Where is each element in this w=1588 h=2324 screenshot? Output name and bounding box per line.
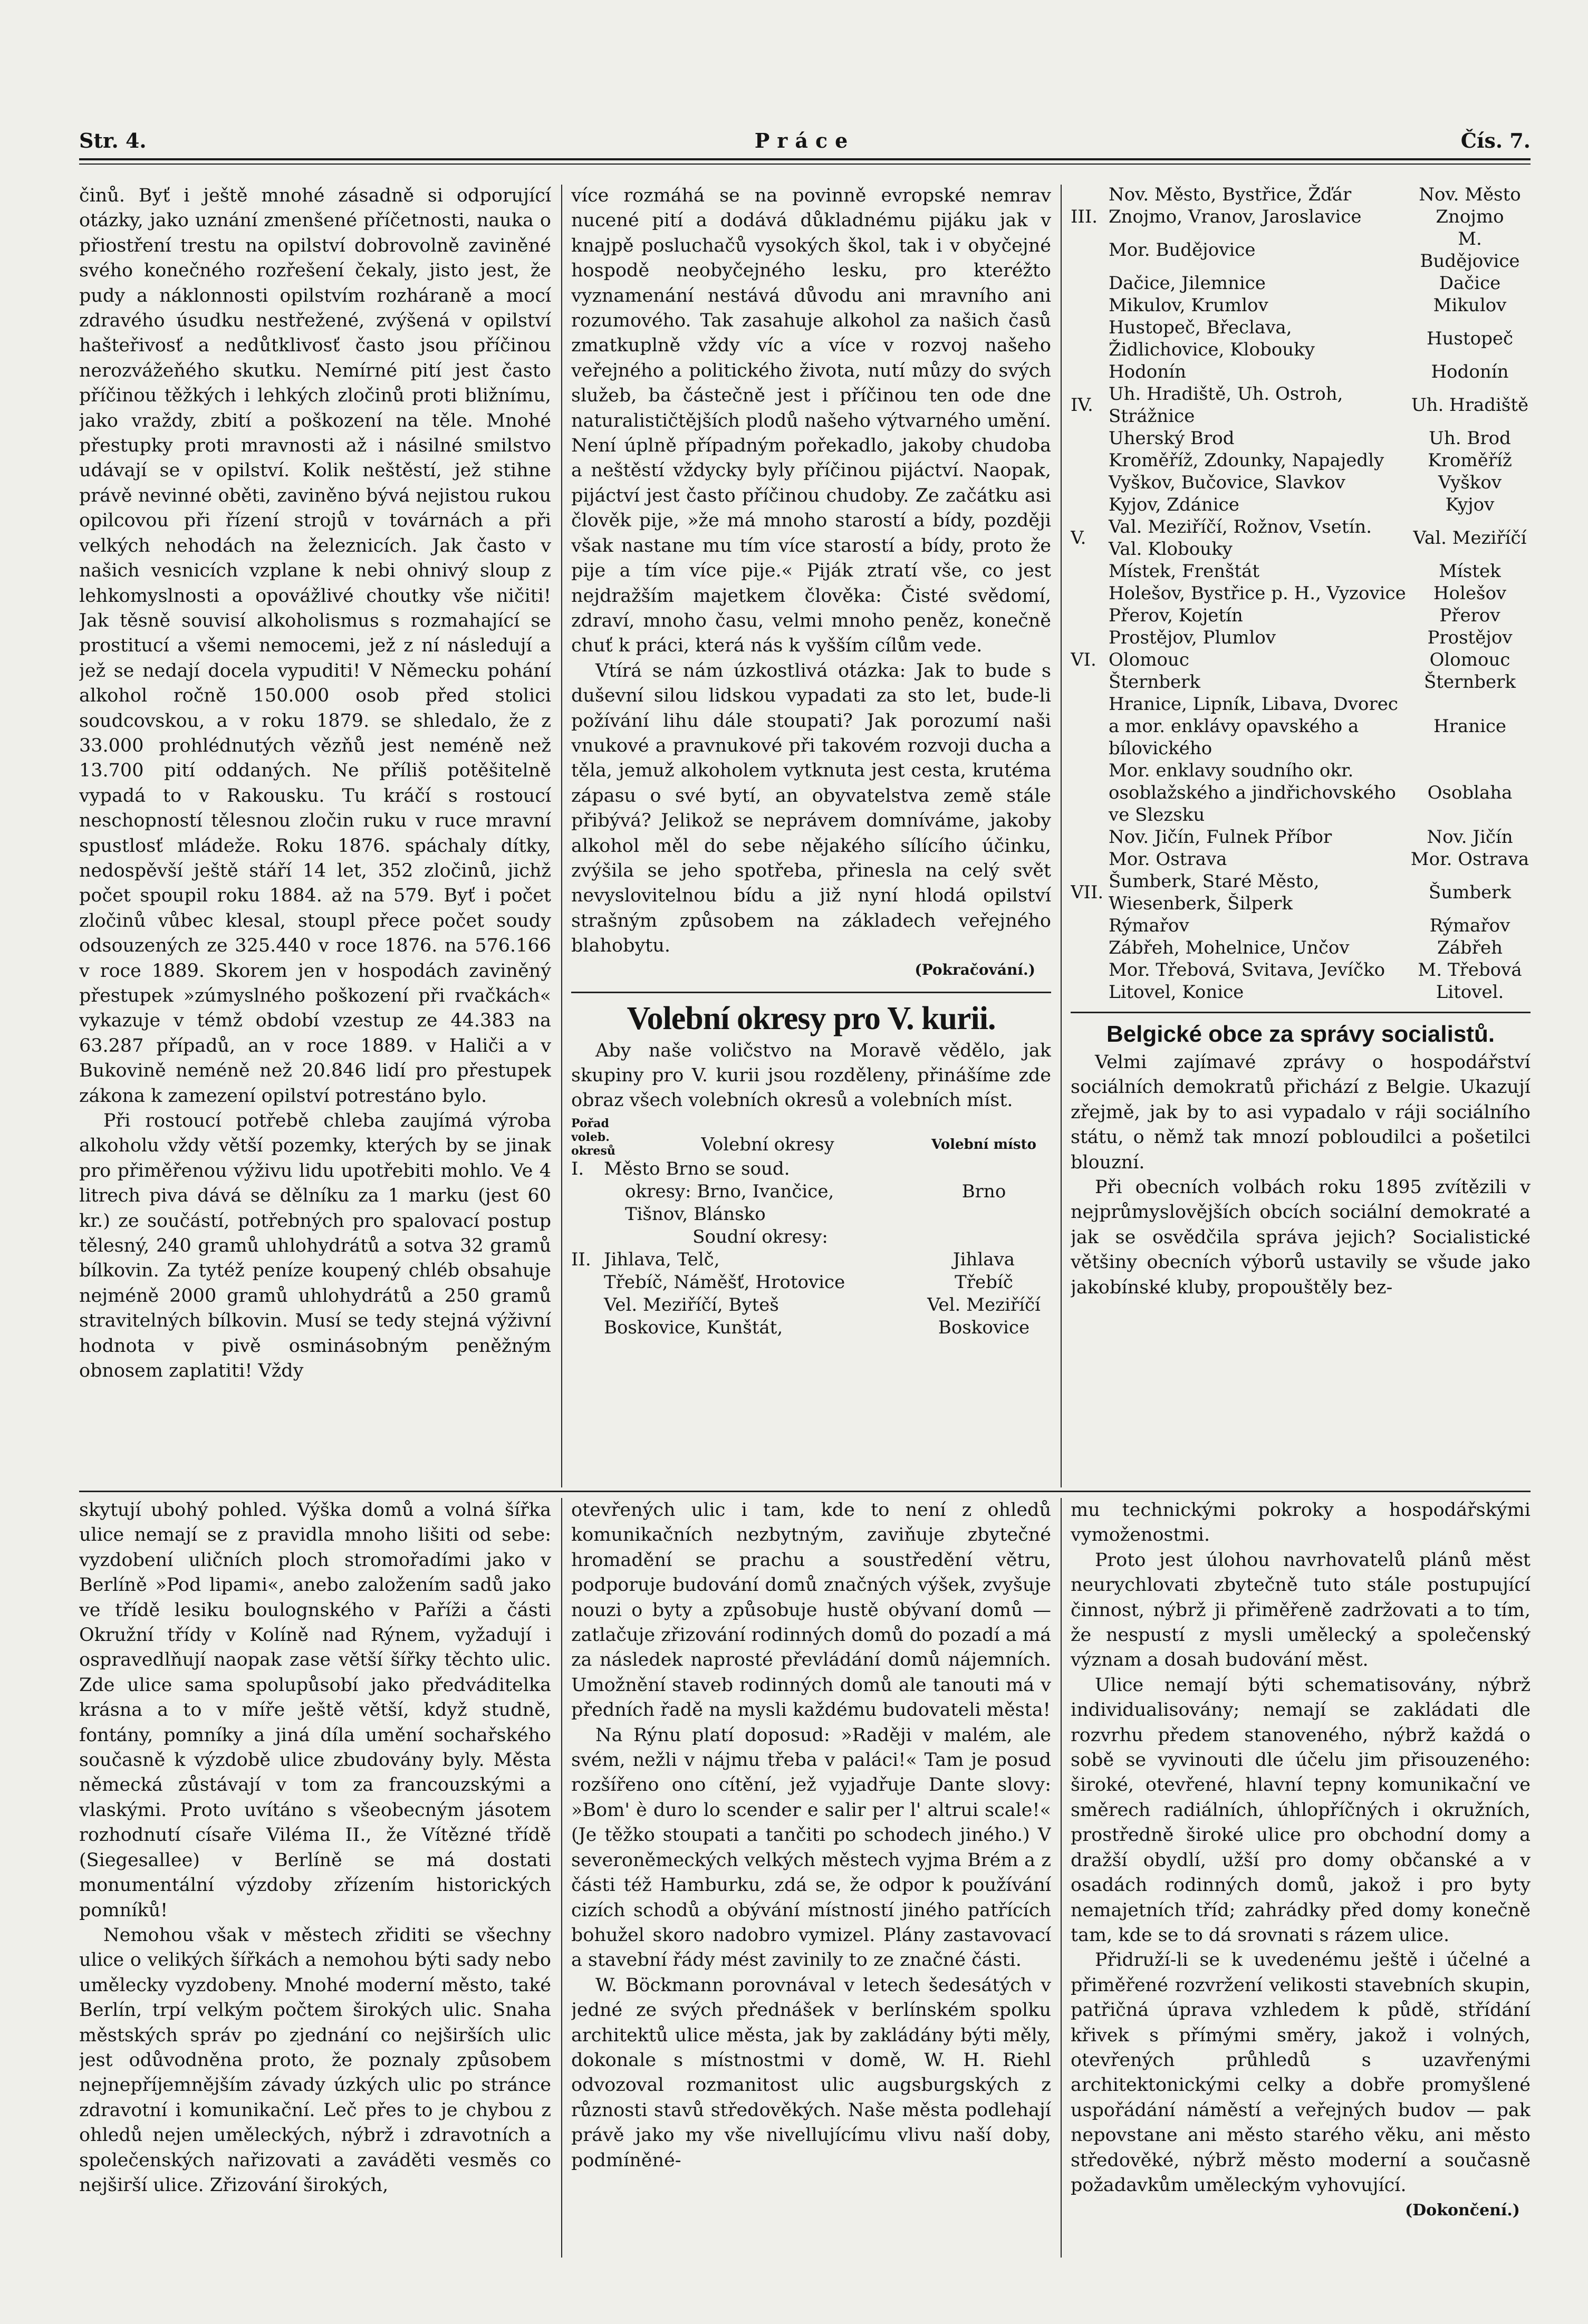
district-town: Kyjov bbox=[1445, 494, 1495, 515]
district-name: Přerov, Kojetín bbox=[1109, 605, 1243, 626]
list-item bbox=[1071, 870, 1531, 915]
district-name: Prostějov, Plumlov bbox=[1109, 627, 1276, 648]
article-divider bbox=[571, 992, 1051, 993]
list-item bbox=[1071, 272, 1531, 294]
district-town: Šternberk bbox=[1424, 671, 1516, 693]
district-town: Nov. Město bbox=[1419, 184, 1521, 205]
header-okresy: Volební okresy bbox=[701, 1134, 834, 1156]
district-town: Olomouc bbox=[1429, 649, 1510, 670]
table-row: II. Jihlava, Telč, Jihlava bbox=[571, 1249, 1015, 1270]
district-town: M. Budějovice bbox=[1420, 228, 1520, 272]
district-town: Prostějov bbox=[1427, 627, 1513, 648]
paragraph: Při obecních volbách roku 1895 zvítězili v nejprůmyslovějších obcích sociální demokraté a jak se osvědčila správa jejich? Socialistické většiny obecních výborů ustavily se všude jako jakobínské kluby, propouštěly bez- bbox=[1071, 1177, 1531, 1298]
district-town: M. Třebová bbox=[1418, 959, 1522, 981]
table-row: Vel. Meziříčí, Byteš Vel. Meziříčí bbox=[604, 1294, 1041, 1315]
district-name: Holešov, Bystřice p. H., Vyzovice bbox=[1109, 583, 1406, 604]
list-item bbox=[1071, 206, 1531, 228]
list-item bbox=[1071, 383, 1531, 427]
list-item bbox=[1071, 848, 1531, 870]
district-name: Mor. enklavy soudního okr. osoblažského a jindřichovského ve Slezsku bbox=[1109, 760, 1396, 825]
district-name: Mor. Budějovice bbox=[1109, 239, 1256, 261]
bottom-column-2 bbox=[571, 1498, 1051, 2258]
district-town: Holešov bbox=[1433, 583, 1507, 604]
issue-number: Čís. 7. bbox=[1460, 129, 1531, 152]
header-rule bbox=[79, 158, 1531, 160]
header-misto: Volební místo bbox=[931, 1137, 1036, 1153]
list-item bbox=[1071, 937, 1531, 959]
list-item bbox=[1071, 494, 1531, 516]
table-row: Třebíč, Náměšť, Hrotovice Třebíč bbox=[604, 1271, 1013, 1293]
district-town: Hranice bbox=[1433, 716, 1507, 737]
column-divider bbox=[1061, 185, 1062, 1487]
table-row: Tišnov, Blánsko bbox=[625, 1203, 766, 1225]
table-header bbox=[571, 1117, 1051, 1158]
district-number: IV. bbox=[1071, 395, 1093, 416]
header-num: Pořad voleb. okresů bbox=[571, 1116, 615, 1158]
list-item bbox=[1071, 560, 1531, 582]
column-divider bbox=[1061, 1498, 1062, 2258]
list-item bbox=[1071, 760, 1531, 826]
list-item bbox=[1071, 184, 1531, 206]
list-item bbox=[1071, 693, 1531, 760]
district-name: Nov. Jičín, Fulnek Příbor bbox=[1109, 827, 1332, 848]
list-item bbox=[1071, 959, 1531, 981]
district-name: Mor. Třebová, Svitava, Jevíčko bbox=[1109, 959, 1385, 981]
paragraph: činů. Byť i ještě mnohé zásadně si odporující otázky, jako uznání zmenšené příčetnosti, nauka o přiostření trestu na opilství dobrovolně zaviněné svého konečného rozřešení čekaly, jisto jest, že pudy a náklonnosti opilstvím rozháraně a mocí zdravého úsudku nestřežené, zvýšená v opilství hašteřivosť a nedůtklivosť často jsou příčinou nerozvážeňého skutku. Nemírné pití jest často příčinou těžkých i lehkých zločinů proti bližnímu, jako vraždy, zbití a poškození na těle. Mnohé přestupky proti mravnosti až i násilné smilstvo udávají se v opilství. Kolik neštěstí, jež stihne právě nevinné oběti, zaviněno bývá nejistou rukou opilcovou při řízení strojů v továrnách a při velkých nehodách na železnicích. Jak často v našich vesnicích vzplane k nebi ohnivý sloup z lehkomyslnosti a opovážlivé choutky vše ničiti! Jak těsně souvisí alkoholismus s rozmahající se prostitucí a všemi nemocemi, jež z ní následují a jež se nedají docela vypuditi! V Německu pohání alkohol ročně 150.000 osob před stolici soudcovskou, a v roku 1879. se shledalo, že z 33.000 prohlédnutých vězňů jest neméně než 13.700 pití oddaných. Ne příliš potěšitelně vypadá to v Rakousku. Tu kráčí s rostoucí neschopností tělesnou zločin ruku v ruce mravní spustlosť mládeže. Roku 1876. spáchaly dítky, nedospěvší ještě stáří 14 let, 352 zločinů, jichž počet spoupil roku 1884. až na 579. Byť i počet zločinů vůbec klesal, stoupl přece počet soudy odsouzených ze 325.440 v roce 1876. na 576.166 v roce 1889. Skorem jen v hospodách zaviněný přestupek »zúmyslného poškození při rvačkách« vykazuje v témž období vzestup ze 44.383 na 63.287 případů, an v roce 1889. v Haliči a v Bukovině neméně než 20.846 lidí pro přestupek zákona k zamezení opilství potrestáno bylo. bbox=[79, 185, 551, 1107]
table-row: Soudní okresy: bbox=[692, 1226, 828, 1247]
district-name: Uh. Hradiště, Uh. Ostroh, Strážnice bbox=[1109, 383, 1343, 427]
district-name: Hodonín bbox=[1109, 361, 1187, 382]
district-name: Uherský Brod bbox=[1109, 428, 1235, 449]
district-town: Uh. Hradiště bbox=[1411, 395, 1529, 416]
list-item bbox=[1071, 826, 1531, 848]
district-town: Zábřeh bbox=[1437, 937, 1503, 958]
column-divider bbox=[561, 185, 562, 1487]
table-row: I. Město Brno se soud. bbox=[571, 1158, 790, 1179]
end-note: (Dokončení.) bbox=[1404, 2201, 1520, 2220]
list-item bbox=[1071, 449, 1531, 472]
district-name: Rýmařov bbox=[1109, 915, 1189, 936]
district-name: Znojmo, Vranov, Jaroslavice bbox=[1109, 206, 1362, 227]
district-number: V. bbox=[1071, 527, 1086, 549]
district-town: Hodonín bbox=[1431, 361, 1509, 382]
district-name: Zábřeh, Mohelnice, Unčov bbox=[1109, 937, 1350, 958]
paragraph: Při rostoucí potřebě chleba zaujímá výroba alkoholu vždy větší pozemky, kterých by se jinak pro přiměřenou výživu lidu upotřebiti mohlo. Ve 4 litrech piva dává se dělníku za 1 marku (jest 60 kr.) ze součástí, potřebných pro spalovací postup tělesný, 240 gramů uhlohydrátů a sotva 32 gramů bílkovin. Za tytéž peníze koupený chléb obsahuje nejméně 2000 gramů uhlohydrátů a 250 gramů stravitelných bílkovin. Musí se tedy stejná výživní hodnota v pivě osminásobným peněžným obnosem zaplatiti! Vždy bbox=[79, 1110, 551, 1382]
district-name: Nov. Město, Bystřice, Žďár bbox=[1109, 184, 1352, 205]
district-town: Šumberk bbox=[1428, 882, 1512, 903]
newspaper-title: Práce bbox=[754, 129, 855, 152]
okresy-list bbox=[1071, 184, 1531, 1003]
list-item bbox=[1071, 627, 1531, 649]
list-item bbox=[1071, 361, 1531, 383]
list-item bbox=[1071, 316, 1531, 361]
table-row: okresy: Brno, Ivančice, Brno bbox=[625, 1180, 1006, 1202]
paragraph: Proto jest úlohou navrhovatelů plánů měst neurychlovati zbytečně tuto stále postupující činnost, nýbrž ji přiměřeně zadržovati a to tím, že nespustí z mysli umělecký a společenský význam a dosah budování měst. bbox=[1071, 1549, 1531, 1671]
paragraph: otevřených ulic i tam, kde to není z ohledů komunikačních nezbytným, zaviňuje zbytečné hromadění se prachu a soustředění větru, podporuje budování domů značných výšek, zvyšuje nouzi o byty a způsobuje hustě obývaní domů — zatlačuje zřizování rodinných domů do pozadí a má za následek naprosté převládání domů nájemních. Umožnění staveb rodinných domů ale tanouti má v předních řadě na mysli každému budovateli města! bbox=[571, 1500, 1051, 1721]
bottom-column-3 bbox=[1071, 1498, 1531, 2258]
table-row: Boskovice, Kunštát, Boskovice bbox=[604, 1317, 1030, 1338]
bottom-column-1 bbox=[79, 1498, 551, 2258]
belgicke-heading: Belgické obce za správy socialistů. bbox=[1106, 1021, 1495, 1047]
column-divider bbox=[561, 1498, 562, 2258]
district-name: Vyškov, Bučovice, Slavkov bbox=[1109, 472, 1345, 493]
district-town: Dačice bbox=[1439, 273, 1501, 294]
paragraph: Nemohou však v městech zřiditi se všechny ulice o velikých šířkách a nemohou býti sady nebo umělecky vyzdobeny. Mnohé moderní město, také Berlín, trpí velkým počtem širokých ulic. Snaha městských správ po zjednání co nejširších ulic jest odůvodněna proto, že poznaly způsobem nejnepříjemnějším závady úzkých ulic po stránce zdravotní i komunikační. Leč přes to je chybou z ohledů nejen uměleckých, nýbrž i zdravotních a společenských nařizovati a zaváděti vesměs co nejširší ulice. Zřizování širokých, bbox=[79, 1924, 551, 2196]
district-number: VI. bbox=[1071, 649, 1096, 670]
district-town: Mor. Ostrava bbox=[1410, 849, 1529, 870]
list-item bbox=[1071, 981, 1531, 1003]
list-item bbox=[1071, 294, 1531, 316]
district-town: Rýmařov bbox=[1429, 915, 1510, 936]
list-item bbox=[1071, 472, 1531, 494]
okresy-intro: Aby naše voličstvo na Moravě vědělo, jak skupiny pro V. kurii jsou rozděleny, přinášíme zde obraz všech volebních okresů a volebních míst. bbox=[571, 1040, 1051, 1111]
district-name: Olomouc bbox=[1109, 649, 1189, 670]
paragraph: W. Böckmann porovnával v letech šedesátých v jedné ze svých přednášek v berlínském spolku architektů ulice města, jak by zakládány býti měly, dokonale s místnostmi v domě, W. H. Riehl odvozoval rozmanitost ulic augsburgských z různosti stavů středověkých. Naše města podlehají právě jako my vše nivellujícímu vlivu naší doby, podmíněné- bbox=[571, 1974, 1051, 2171]
page-number: Str. 4. bbox=[79, 129, 147, 152]
district-name: Šternberk bbox=[1109, 671, 1200, 693]
okresy-heading: Volební okresy pro V. kurii. bbox=[627, 1000, 996, 1036]
paragraph: více rozmáhá se na povinně evropské nemrav nucené pití a dodává důkladnému pijáku jak v knajpě posluchačů vysokých škol, tak i v obyčejné hospodě neobyčejného lesku, pro kteréžto vyznamenání nestává důvodu ani mravního ani rozumového. Tak zasahuje alkohol za našich časů zmatkuplně vždy víc a více v rozvoj našeho veřejného a politického života, nutí můzy do svých služeb, ba částečně jest i příčinou ten ode dne naturalističtějších plodů našeho výtvarného umění. Není úplně případným pořekadlo, jakoby chudoba a neštěstí vždycky byly příčinou pijáctví. Naopak, pijáctví jest často příčinou chudoby. Ze začátku asi člověk pije, »že má mnoho starostí a bídy, později však nastane mu tím více starostí a bídy, proto že pije a tím více pije.« Piják ztratí vše, co jest nejdražším majetkem člověka: Čisté svědomí, zdraví, mnoho času, velmi mnoho peněz, konečně chuť k práci, která nás k vyšším cílům vede. bbox=[571, 185, 1051, 657]
list-item bbox=[1071, 427, 1531, 449]
district-name: Místek, Frenštát bbox=[1109, 561, 1260, 582]
paragraph: Přidruží-li se k uvedenému ještě i účelné a přiměřené rozvržení velikosti stavebních skupin, patřičná úprava vzhledem k půdě, střídání křivek s přímými směry, jakož i volných, otevřených průhledů s uzavřenými architektonickými celky a dobře promyšlené uspořádání náměstí a veřejných budov — pak nepovstane ani město starého věku, ani město středověké, nýbrž město moderní a současně požadavkům uměleckým vyhovující. bbox=[1071, 1950, 1531, 2196]
district-town: Hustopeč bbox=[1426, 328, 1514, 349]
district-name: Kyjov, Zdánice bbox=[1109, 494, 1239, 515]
district-town: Osoblaha bbox=[1427, 782, 1513, 803]
district-town: Mikulov bbox=[1433, 295, 1507, 316]
continued-note: (Pokračování.) bbox=[915, 961, 1035, 978]
paragraph: skytují ubohý pohled. Výška domů a volná šířka ulice nemají se z pravidla mnoho lišiti od sebe: vyzdobení uličních ploch stromořadími jako v Berlíně »Pod lipami«, anebo založením sadů jako ve třídě lesiku boulognského v Paříži a části Okružní třídy v Kolíně nad Rýnem, vyžadují i ospravedlňují naopak zase větší šířky těchto ulic. Zde ulice sama spolupůsobí jako předváditelka krásna a to v míře ještě větší, když studně, fontány, pomníky a jiná díla umění sochařského současně k výzdobě ulice zbudovány byly. Města německá zůstávají v tom za francouzskými a vlaskými. Proto uvítáno s všeobecným jásotem rozhodnutí císaře Viléma II., že Vítězné třídě (Siegesallee) v Berlíně se má dostati monumentální výzdoby zřízením historických pomníků! bbox=[79, 1500, 551, 1921]
district-name: Litovel, Konice bbox=[1109, 982, 1244, 1003]
page-header bbox=[79, 126, 1531, 157]
district-name: Hranice, Lipník, Libava, Dvorec a mor. enklávy opavského a bílovického bbox=[1109, 694, 1398, 759]
article-column-2 bbox=[571, 184, 1051, 1489]
article-column-1 bbox=[79, 184, 551, 1489]
district-name: Mikulov, Krumlov bbox=[1109, 295, 1268, 316]
paragraph: Ulice nemají býti schematisovány, nýbrž individualisovány; nemají se zakládati dle rozvrhu předem stanoveného, nýbrž každá o sobě se vyvinouti dle účelu jim přisouzeného: široké, otevřené, hlavní tepny komunikační ve směrech radiálních, úhlopříčných i okružních, prostředně široké ulice pro obchodní domy a dražší obydlí, užší pro domy občanské a v osadách rodinných domů, jakož i pro byty nemajetních tříd; zahrádky před domy konečně tam, kde se to dá srovnati s rázem ulice. bbox=[1071, 1674, 1531, 1946]
paragraph: mu technickými pokroky a hospodářskými vymoženostmi. bbox=[1071, 1500, 1531, 1546]
district-town: Znojmo bbox=[1436, 206, 1504, 227]
district-town: Uh. Brod bbox=[1429, 428, 1511, 449]
section-divider bbox=[79, 1491, 1531, 1492]
district-town: Vyškov bbox=[1438, 472, 1502, 493]
paragraph: Velmi zajímavé zprávy o hospodářství sociálních demokratů přichází z Belgie. Ukazují zřejmě, jak by to asi vypadalo v ráji sociálního státu, o němž tak mnozí pobloudilci a pošetilci blouzní. bbox=[1071, 1052, 1531, 1173]
district-name: Dačice, Jilemnice bbox=[1109, 273, 1266, 294]
list-item bbox=[1071, 516, 1531, 560]
district-name: Mor. Ostrava bbox=[1109, 849, 1227, 870]
district-number: III. bbox=[1071, 206, 1098, 227]
list-item bbox=[1071, 915, 1531, 937]
district-town: Přerov bbox=[1439, 605, 1500, 626]
district-town: Val. Meziříčí bbox=[1413, 527, 1527, 549]
district-name: Val. Meziříčí, Rožnov, Vsetín. Val. Klobouky bbox=[1109, 516, 1372, 560]
list-item bbox=[1071, 671, 1531, 693]
article-divider bbox=[1071, 1012, 1531, 1013]
district-name: Šumberk, Staré Město, Wiesenberk, Šilperk bbox=[1109, 871, 1320, 914]
district-name: Kroměříž, Zdounky, Napajedly bbox=[1109, 450, 1384, 471]
district-town: Litovel. bbox=[1436, 982, 1504, 1003]
paragraph: Vtírá se nám úzkostlivá otázka: Jak to bude s duševní silou lidskou vypadati za sto let, bude-li požívání lihu dále stoupati? Jak porozumí naši vnukové a pravnukové při takovém rozvoji ducha a těla, jemuž alkoholem vytknuta jest cesta, krutéma zápasu o své bytí, an obyvatelstva země stále přibývá? Jelikož se neprávem domníváme, jakoby alkohol měl do sebe nějakého sílícího účinku, zvýšila se jeho spotřeba, přinesla na celý svět nevyslovitelnou bídu a již nyní hlodá opilství strašným způsobem na základech veřejného blahobytu. bbox=[571, 660, 1051, 957]
list-item bbox=[1071, 649, 1531, 671]
district-number: VII. bbox=[1071, 882, 1104, 903]
district-town: Místek bbox=[1439, 561, 1501, 582]
list-item bbox=[1071, 228, 1531, 272]
district-town: Nov. Jičín bbox=[1427, 827, 1513, 848]
paragraph: Na Rýnu platí doposud: »Raději v malém, ale svém, nežli v nájmu třeba v paláci!« Tam je posud rozšířeno ono cítění, jež vyjadřuje Dante slovy: »Bom' è duro lo scender e salir per l' altrui scale!« (Je těžko stoupati a tančiti po schodech jiného.) V severoněmeckých velkých městech vyjma Brém a z části též Hamburku, zdá se, že odpor k používání cizích schodů a obývání místností jiného patřících bohužel skoro nadobro vymizel. Plány zastavovací a stavební řády mést zavinily to ze značné části. bbox=[571, 1724, 1051, 1971]
header-rule-thin bbox=[79, 164, 1531, 165]
district-town: Kroměříž bbox=[1428, 450, 1512, 471]
article-column-3 bbox=[1071, 184, 1531, 1489]
list-item bbox=[1071, 582, 1531, 604]
district-name: Hustopeč, Břeclava, Židlichovice, Klobouky bbox=[1109, 317, 1315, 360]
list-item bbox=[1071, 604, 1531, 627]
